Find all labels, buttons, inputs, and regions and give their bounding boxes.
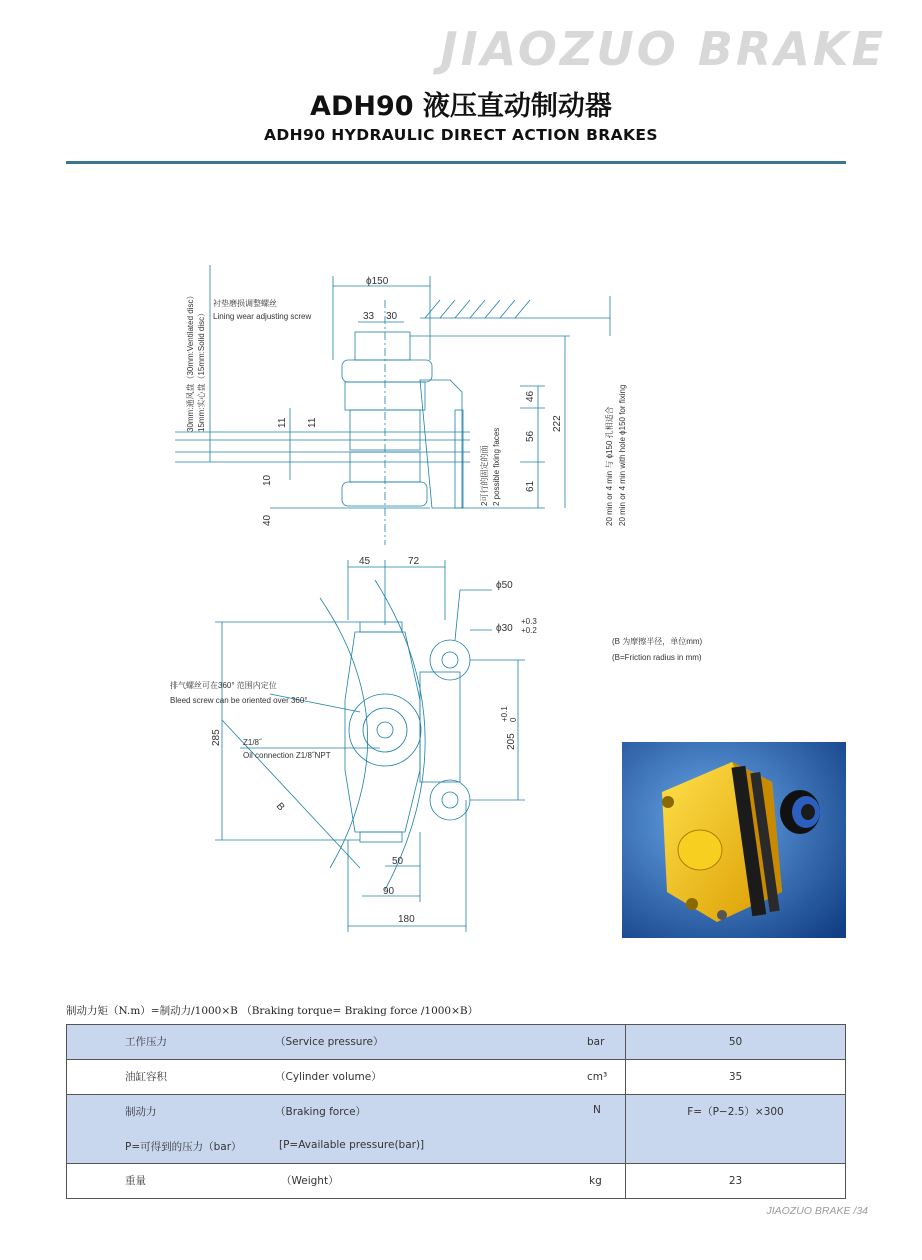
mounting-bracket [420, 380, 462, 508]
row-value: 35 [626, 1060, 846, 1095]
row-unit: N [593, 1104, 601, 1116]
dim-phi50: ϕ50 [496, 580, 513, 591]
dim-46: 46 [525, 390, 536, 402]
label-bleed-cn: 排气螺丝可在360° 范围内定位 [170, 681, 277, 690]
torque-formula: 制动力矩（N.m）=制动力/1000×B （Braking torque= Braking force /1000×B） [66, 1005, 479, 1017]
label-disc-cn: 30mm:通风盘（30mm:Ventilated disc） [186, 291, 195, 432]
piston-circle-outer [349, 694, 421, 766]
dim-10: 10 [262, 474, 273, 486]
label-fix-cn: 2可行的固定的面 [480, 445, 489, 506]
dim-30: 30 [386, 311, 398, 322]
label-mount-en: 20 min or 4 min with hole ϕ150 for fixing [618, 384, 627, 526]
row-value: F=（P−2.5）×300 [626, 1095, 846, 1164]
label-disc-en: 15mm:实心盘（15mm:Solid disc） [197, 308, 206, 432]
dim-61: 61 [525, 480, 536, 492]
dim-90: 90 [383, 886, 395, 897]
dim-72: 72 [408, 556, 420, 567]
upper-housing [342, 360, 432, 382]
table-row-cylinder-volume [67, 1060, 846, 1095]
dim-33: 33 [363, 311, 375, 322]
label-fix-en: 2 possible fixing faces [492, 427, 501, 506]
row-value: 23 [626, 1164, 846, 1199]
brand-watermark: JIAOZUO BRAKE [440, 22, 886, 76]
top-clip [360, 622, 402, 632]
page-footer: JIAOZUO BRAKE /34 [766, 1205, 868, 1217]
row-label-en: （Weight） [281, 1175, 339, 1187]
spec-table [66, 1024, 846, 1199]
row-label-cn: 重量 [125, 1175, 146, 1187]
mount-hole-top [430, 640, 470, 680]
front-bracket [420, 672, 460, 782]
disc-arc-left [320, 598, 368, 868]
dim-222: 222 [552, 415, 563, 432]
label-mount-cn: 20 min or 4 min 与 ϕ150 孔相适合 [605, 406, 614, 526]
dim-11a: 11 [277, 417, 288, 428]
dim-B: B [273, 800, 287, 814]
label-oil: Oil connection Z1/8˝NPT [243, 751, 331, 760]
dim-205: 205 [506, 733, 517, 750]
dim-50: 50 [392, 856, 404, 867]
row-label-en: （Service pressure） [275, 1036, 384, 1048]
label-lining-en: Lining wear adjusting screw [213, 312, 312, 321]
row-label-en-2: [P=Available pressure(bar)] [279, 1139, 425, 1151]
dim-phi30-tol-dn: +0.2 [521, 626, 537, 635]
row-value: 50 [626, 1025, 846, 1060]
dim-11b: 11 [307, 417, 318, 428]
adjust-screw-housing [355, 332, 410, 360]
row-label-cn-2: P=可得到的压力（bar） [125, 1141, 242, 1153]
row-unit: cm³ [587, 1071, 608, 1083]
row-unit: kg [589, 1175, 602, 1187]
dim-285: 285 [211, 729, 222, 746]
dim-45: 45 [359, 556, 371, 567]
label-z18: Z1/8˝ [243, 738, 262, 747]
wall-hatching [425, 300, 530, 318]
row-label-cn: 工作压力 [125, 1036, 167, 1048]
row-label-cn: 制动力 [125, 1106, 157, 1118]
label-radius-cn: (B 为摩擦半径，单位mm) [612, 637, 703, 646]
label-radius-en: (B=Friction radius in mm) [612, 653, 702, 662]
page-title-cn: ADH90 液压直动制动器 [310, 91, 612, 122]
caliper-body-front [345, 632, 420, 832]
row-label-cn: 油缸容积 [125, 1071, 167, 1083]
dim-phi30-tol-up: +0.3 [521, 617, 537, 626]
label-lining-cn: 衬垫磨损调整螺丝 [213, 299, 277, 308]
bottom-clip [360, 832, 402, 842]
dim-phi150: ϕ150 [366, 276, 389, 287]
row-unit: bar [587, 1036, 605, 1048]
row-label-en: （Braking force） [275, 1106, 367, 1118]
label-bleed-en: Bleed screw can be oriented over 360° [170, 696, 308, 705]
page-title-en: ADH90 HYDRAULIC DIRECT ACTION BRAKES [264, 126, 658, 144]
dim-56: 56 [525, 430, 536, 442]
disc-arc-right [375, 580, 425, 890]
mount-hole-bottom [430, 780, 470, 820]
row-label-en: （Cylinder volume） [275, 1071, 382, 1083]
dim-180: 180 [398, 914, 415, 925]
dim-40: 40 [262, 514, 273, 526]
lower-housing [342, 482, 427, 506]
table-row-service-pressure [67, 1025, 846, 1060]
dim-phi30: ϕ30 [496, 623, 513, 634]
product-photo [622, 742, 846, 938]
dim-205-tol-dn: 0 [509, 717, 518, 722]
table-row-braking-force [67, 1095, 846, 1164]
table-row-weight [67, 1164, 846, 1199]
dim-205-tol-up: +0.1 [500, 706, 509, 722]
